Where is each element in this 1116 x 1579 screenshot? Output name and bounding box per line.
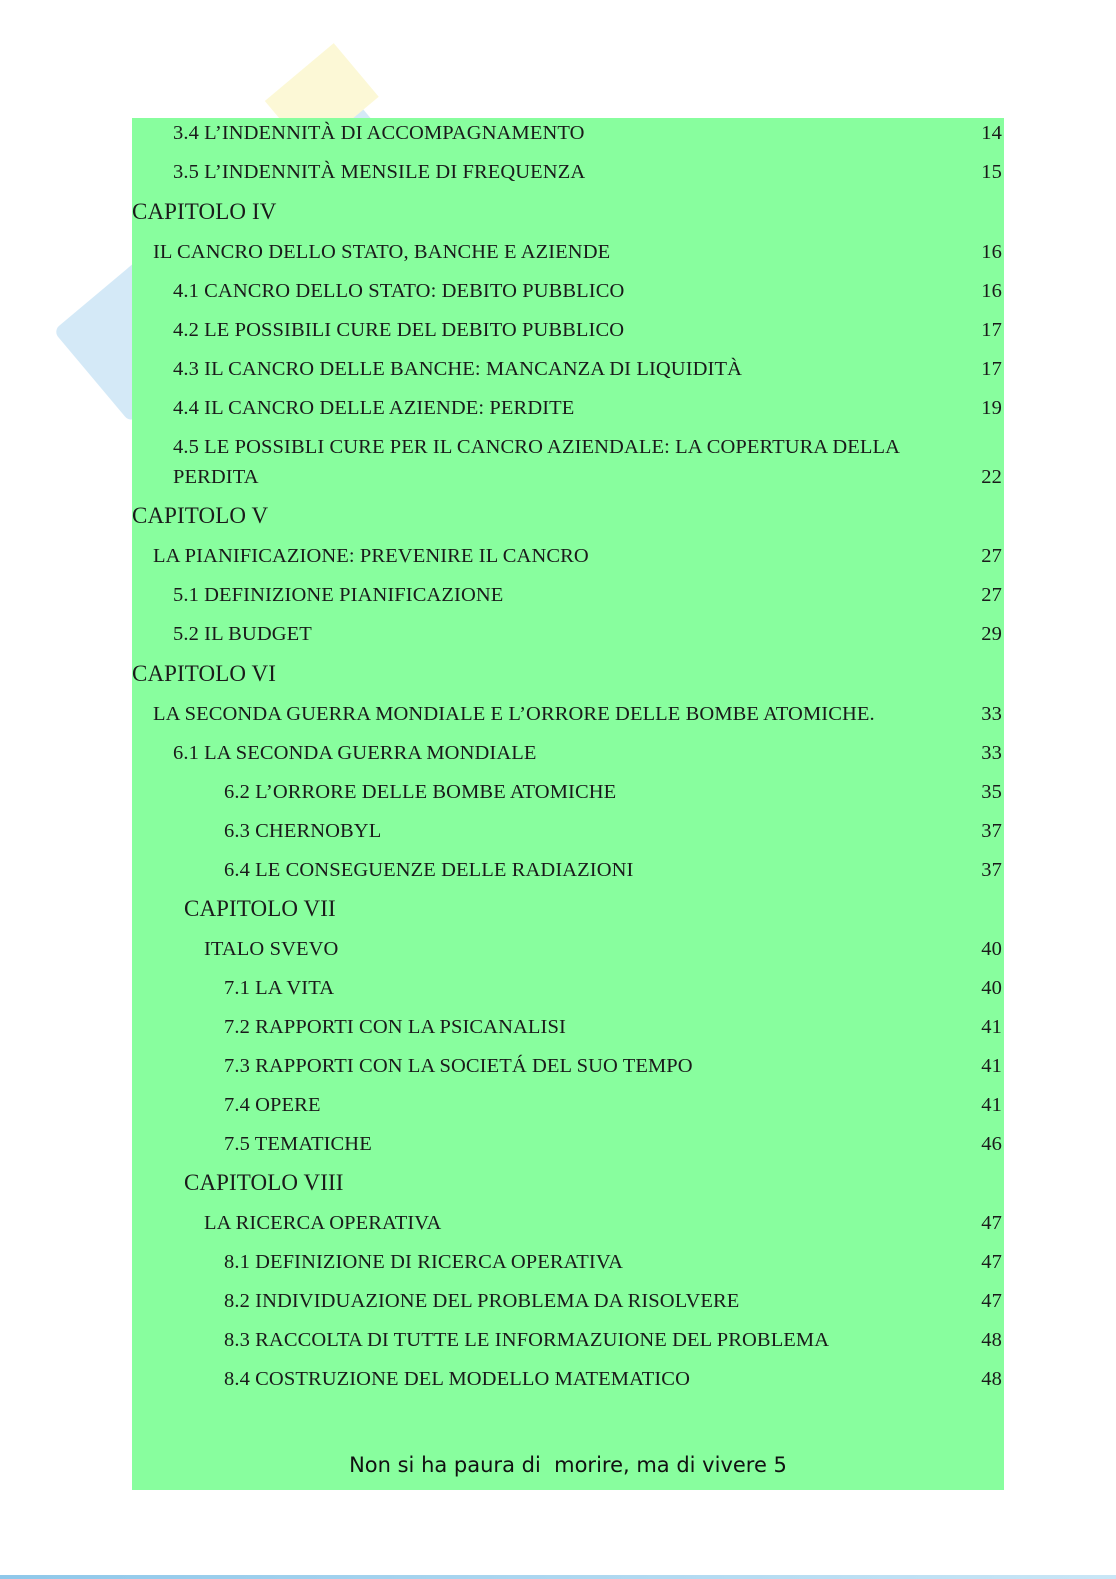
toc-entry-page-number: 17	[981, 358, 1002, 380]
toc-entry-title: IL CANCRO DELLO STATO, BANCHE E AZIENDE	[153, 241, 611, 263]
toc-entry	[132, 973, 1002, 1003]
toc-entry	[132, 237, 1002, 267]
toc-entry	[132, 393, 1002, 423]
toc-entry-page-number: 41	[981, 1016, 1002, 1038]
toc-entry	[132, 816, 1002, 846]
toc-entry-page-number: 35	[981, 781, 1002, 803]
toc-entry-title: 7.2 RAPPORTI CON LA PSICANALISI	[224, 1016, 566, 1038]
toc-entry	[132, 354, 1002, 384]
toc-entry	[132, 276, 1002, 306]
toc-entry-page-number: 47	[981, 1290, 1002, 1312]
toc-entry	[132, 157, 1002, 187]
toc-entry-title: CAPITOLO IV	[132, 199, 277, 224]
toc-entry	[132, 934, 1002, 964]
toc-entry-page-number: 41	[981, 1055, 1002, 1077]
toc-entry	[132, 1129, 1002, 1159]
toc-entry-title: 8.2 INDIVIDUAZIONE DEL PROBLEMA DA RISOLVERE	[224, 1290, 740, 1312]
toc-entry-title: 4.2 LE POSSIBILI CURE DEL DEBITO PUBBLICO	[173, 319, 625, 341]
toc-entry-page-number: 19	[981, 397, 1002, 419]
toc-entry	[132, 315, 1002, 345]
toc-entry-page-number: 16	[981, 241, 1002, 263]
toc-entry-page-number: 33	[981, 742, 1002, 764]
toc-entry-page-number: 46	[981, 1133, 1002, 1155]
toc-entry-title: 6.1 LA SECONDA GUERRA MONDIALE	[173, 742, 537, 764]
toc-entry-title: 8.4 COSTRUZIONE DEL MODELLO MATEMATICO	[224, 1368, 690, 1390]
toc-entry-title: 7.1 LA VITA	[224, 977, 335, 999]
toc-chapter-heading	[132, 659, 1002, 689]
toc-entry-page-number: 48	[981, 1329, 1002, 1351]
toc-entry-title: 4.5 LE POSSIBLI CURE PER IL CANCRO AZIENDALE: LA COPERTURA DELLA PERDITA	[173, 436, 899, 488]
toc-entry-title: 8.1 DEFINIZIONE DI RICERCA OPERATIVA	[224, 1251, 623, 1273]
toc-entry-page-number: 27	[981, 584, 1002, 606]
toc-entry-page-number: 41	[981, 1094, 1002, 1116]
toc-chapter-heading	[132, 1168, 1002, 1198]
toc-entry-title: CAPITOLO V	[132, 503, 269, 528]
toc-entry-title: 7.3 RAPPORTI CON LA SOCIETÁ DEL SUO TEMPO	[224, 1055, 693, 1077]
toc-entry-page-number: 40	[981, 938, 1002, 960]
toc-chapter-heading	[132, 197, 1002, 227]
toc-entry-title: CAPITOLO VIII	[184, 1170, 344, 1195]
toc-entry	[132, 1051, 1002, 1081]
toc-entry-page-number: 48	[981, 1368, 1002, 1390]
toc-entry	[132, 118, 1002, 148]
toc-entry-title: 7.4 OPERE	[224, 1094, 321, 1116]
toc-entry-page-number: 16	[981, 280, 1002, 302]
toc-entry-title: 6.2 L’ORRORE DELLE BOMBE ATOMICHE	[224, 781, 617, 803]
toc-entry	[132, 1012, 1002, 1042]
toc-entry-page-number: 40	[981, 977, 1002, 999]
toc-entry-page-number: 29	[981, 623, 1002, 645]
toc-entry-page-number: 14	[981, 122, 1002, 144]
toc-entry	[132, 855, 1002, 885]
toc-entry	[132, 738, 1002, 768]
toc-entry-page-number: 17	[981, 319, 1002, 341]
toc-entry	[132, 619, 1002, 649]
toc-entry	[132, 1208, 1002, 1238]
toc-entry	[132, 699, 1002, 729]
toc-entry-page-number: 37	[981, 820, 1002, 842]
toc-entry-page-number: 33	[981, 703, 1002, 725]
toc-entry-page-number: 47	[981, 1212, 1002, 1234]
toc-entry-title: 4.1 CANCRO DELLO STATO: DEBITO PUBBLICO	[173, 280, 625, 302]
toc-entry	[132, 1364, 1002, 1394]
toc-entry-title: 4.4 IL CANCRO DELLE AZIENDE: PERDITE	[173, 397, 575, 419]
toc-entry-page-number: 37	[981, 859, 1002, 881]
toc-entry	[132, 580, 1002, 610]
toc-entry-title: CAPITOLO VI	[132, 661, 277, 686]
toc-entry-title: 5.2 IL BUDGET	[173, 623, 312, 645]
toc-entry-title: CAPITOLO VII	[184, 896, 336, 921]
toc-entry-page-number: 47	[981, 1251, 1002, 1273]
toc-entry-page-number: 15	[981, 161, 1002, 183]
toc-entry	[132, 1286, 1002, 1316]
toc-entry-title: 7.5 TEMATICHE	[224, 1133, 372, 1155]
toc-entry	[132, 1090, 1002, 1120]
toc-entry-title: LA RICERCA OPERATIVA	[204, 1212, 442, 1234]
bottom-border	[0, 1575, 1116, 1579]
toc-chapter-heading	[132, 501, 1002, 531]
toc-entry	[132, 541, 1002, 571]
toc-entry-title: 6.4 LE CONSEGUENZE DELLE RADIAZIONI	[224, 859, 634, 881]
toc-entry	[132, 432, 1002, 492]
toc-entry	[132, 1325, 1002, 1355]
toc-entry-title: LA PIANIFICAZIONE: PREVENIRE IL CANCRO	[153, 545, 589, 567]
toc-chapter-heading	[132, 894, 1002, 924]
toc-entry-title: 6.3 CHERNOBYL	[224, 820, 382, 842]
toc-entry-title: 3.4 L’INDENNITÀ DI ACCOMPAGNAMENTO	[173, 122, 585, 144]
toc-entry-title: 5.1 DEFINIZIONE PIANIFICAZIONE	[173, 584, 504, 606]
toc-entry-title: LA SECONDA GUERRA MONDIALE E L’ORRORE DELLE BOMBE ATOMICHE.	[153, 703, 875, 725]
toc-entry-page-number: 22	[981, 466, 1002, 488]
toc-entry-page-number: 27	[981, 545, 1002, 567]
toc-entry	[132, 1247, 1002, 1277]
toc-entry-title: 3.5 L’INDENNITÀ MENSILE DI FREQUENZA	[173, 161, 586, 183]
toc-entry-title: 8.3 RACCOLTA DI TUTTE LE INFORMAZUIONE DEL PROBLEMA	[224, 1329, 830, 1351]
toc-entry-title: 4.3 IL CANCRO DELLE BANCHE: MANCANZA DI LIQUIDITÀ	[173, 358, 742, 380]
footer-quote: Non si ha paura di morire, ma di vivere 5	[349, 1453, 787, 1477]
toc-page-block	[132, 118, 1004, 1490]
toc-entry	[132, 777, 1002, 807]
toc-entry-title: ITALO SVEVO	[204, 938, 339, 960]
